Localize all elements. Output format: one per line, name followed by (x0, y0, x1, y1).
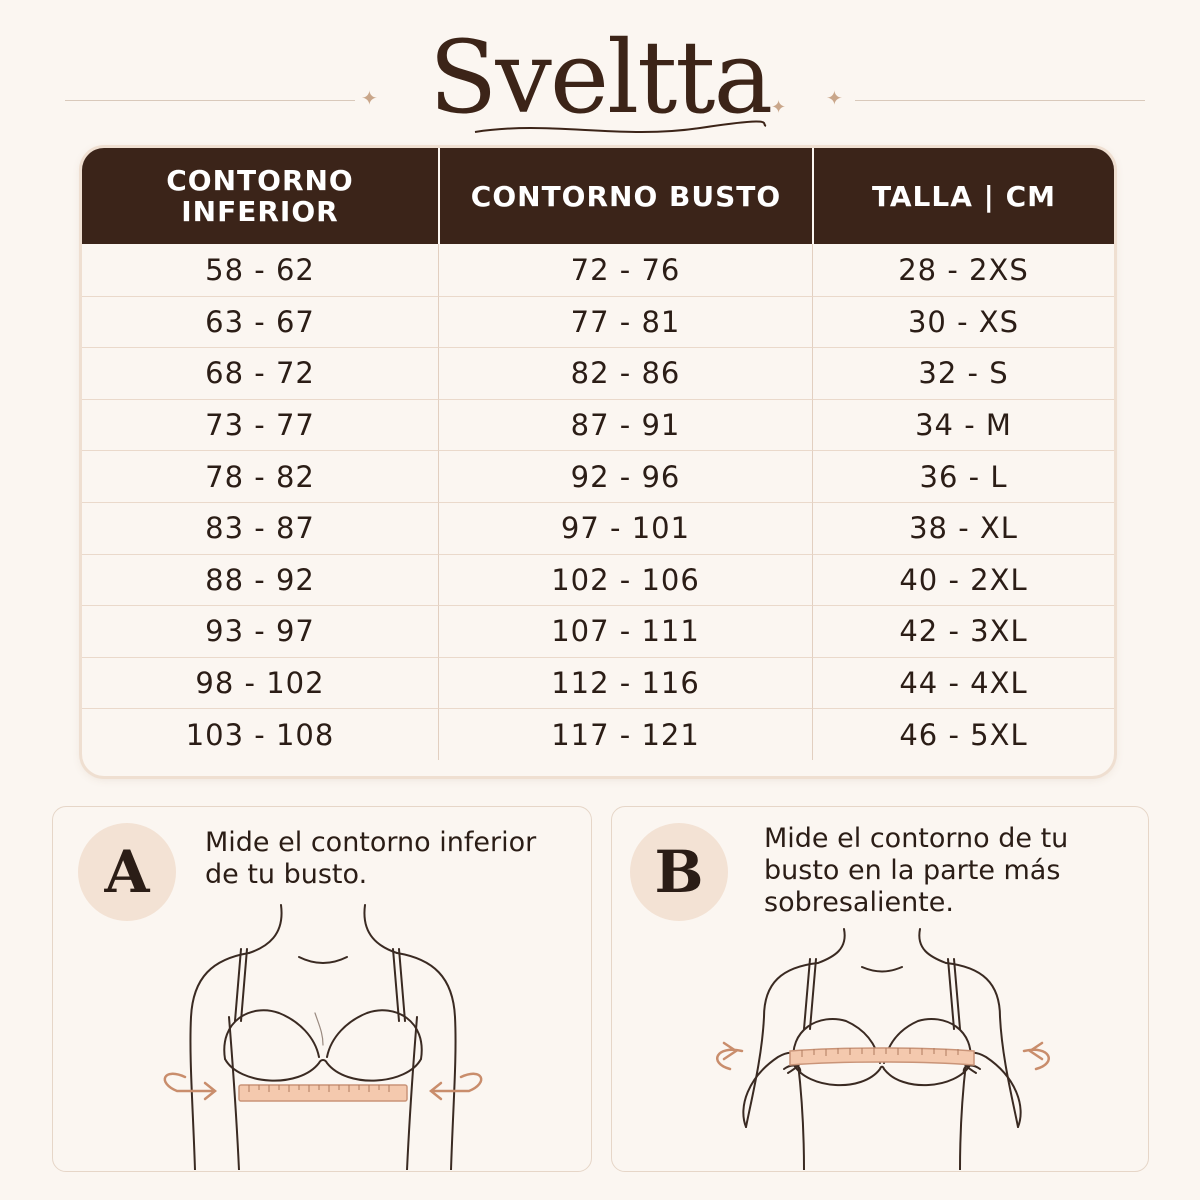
cell-contorno-busto: 72 - 76 (438, 244, 812, 296)
cell-contorno-inferior: 63 - 67 (82, 296, 438, 348)
cell-contorno-inferior: 58 - 62 (205, 252, 315, 287)
table-row (82, 296, 1114, 348)
underbust-measure-illustration (53, 807, 590, 1170)
sparkle-icon: ✦ (361, 86, 378, 110)
cell-contorno-busto: 77 - 81 (438, 296, 812, 348)
cell-contorno-busto: 87 - 91 (438, 399, 812, 451)
cell-talla: 36 - L (812, 450, 1114, 502)
brand-logo: Sveltta (428, 19, 772, 136)
measuring-tape-icon (790, 1048, 974, 1065)
cell-talla: 32 - S (812, 347, 1114, 399)
table-row (82, 502, 1114, 554)
instruction-panel-b (611, 806, 1149, 1172)
table-row (82, 450, 1114, 502)
cell-contorno-inferior: 93 - 97 (82, 605, 438, 657)
instruction-text-b: Mide el contorno de tu busto en la parte más sobresaliente. (764, 823, 1069, 918)
table-row (82, 708, 1114, 760)
cell-contorno-inferior: 98 - 102 (82, 657, 438, 709)
cell-contorno-busto: 102 - 106 (438, 554, 812, 606)
cell-talla: 40 - 2XL (812, 554, 1114, 606)
size-chart-table (82, 148, 1114, 776)
cell-talla: 46 - 5XL (812, 708, 1114, 760)
table-body (82, 244, 1114, 760)
header-talla: TALLA | CM (812, 148, 1114, 244)
cell-talla: 28 - 2XS (812, 244, 1114, 296)
cell-contorno-inferior: 78 - 82 (82, 450, 438, 502)
cell-contorno-inferior: 68 - 72 (82, 347, 438, 399)
cell-contorno-busto: 112 - 116 (438, 657, 812, 709)
table-row (82, 657, 1114, 709)
cell-talla: 44 - 4XL (812, 657, 1114, 709)
sparkle-icon: ✦ (771, 97, 787, 118)
sparkle-icon: ✦ (826, 86, 843, 110)
header-label: CONTORNO INFERIOR (166, 164, 354, 228)
cell-contorno-inferior: 73 - 77 (82, 399, 438, 451)
cell-contorno-inferior: 103 - 108 (82, 708, 438, 760)
table-row (82, 399, 1114, 451)
measuring-tape-icon (239, 1085, 407, 1101)
cell-contorno-busto: 97 - 101 (438, 502, 812, 554)
cell-contorno-busto: 82 - 86 (438, 347, 812, 399)
table-row (82, 244, 1114, 296)
header-contorno-inferior (82, 148, 438, 244)
step-badge-b: B (630, 823, 728, 921)
header-contorno-busto: CONTORNO BUSTO (438, 148, 812, 244)
logo-swash-icon (470, 118, 770, 142)
brand-header (0, 14, 1200, 144)
instruction-panel-a (52, 806, 592, 1172)
table-row (82, 554, 1114, 606)
cell-contorno-inferior: 88 - 92 (82, 554, 438, 606)
table-row (82, 605, 1114, 657)
table-row (82, 347, 1114, 399)
cell-talla: 34 - M (812, 399, 1114, 451)
bust-measure-illustration (612, 807, 1147, 1170)
cell-contorno-busto: 92 - 96 (438, 450, 812, 502)
cell-contorno-inferior: 83 - 87 (82, 502, 438, 554)
cell-talla: 38 - XL (812, 502, 1114, 554)
cell-talla: 42 - 3XL (812, 605, 1114, 657)
cell-talla: 30 - XS (812, 296, 1114, 348)
instruction-text-a: Mide el contorno inferior de tu busto. (205, 827, 537, 890)
table-header (82, 148, 1114, 244)
step-badge-a: A (78, 823, 176, 921)
cell-contorno-busto: 107 - 111 (438, 605, 812, 657)
cell-contorno-busto: 117 - 121 (438, 708, 812, 760)
